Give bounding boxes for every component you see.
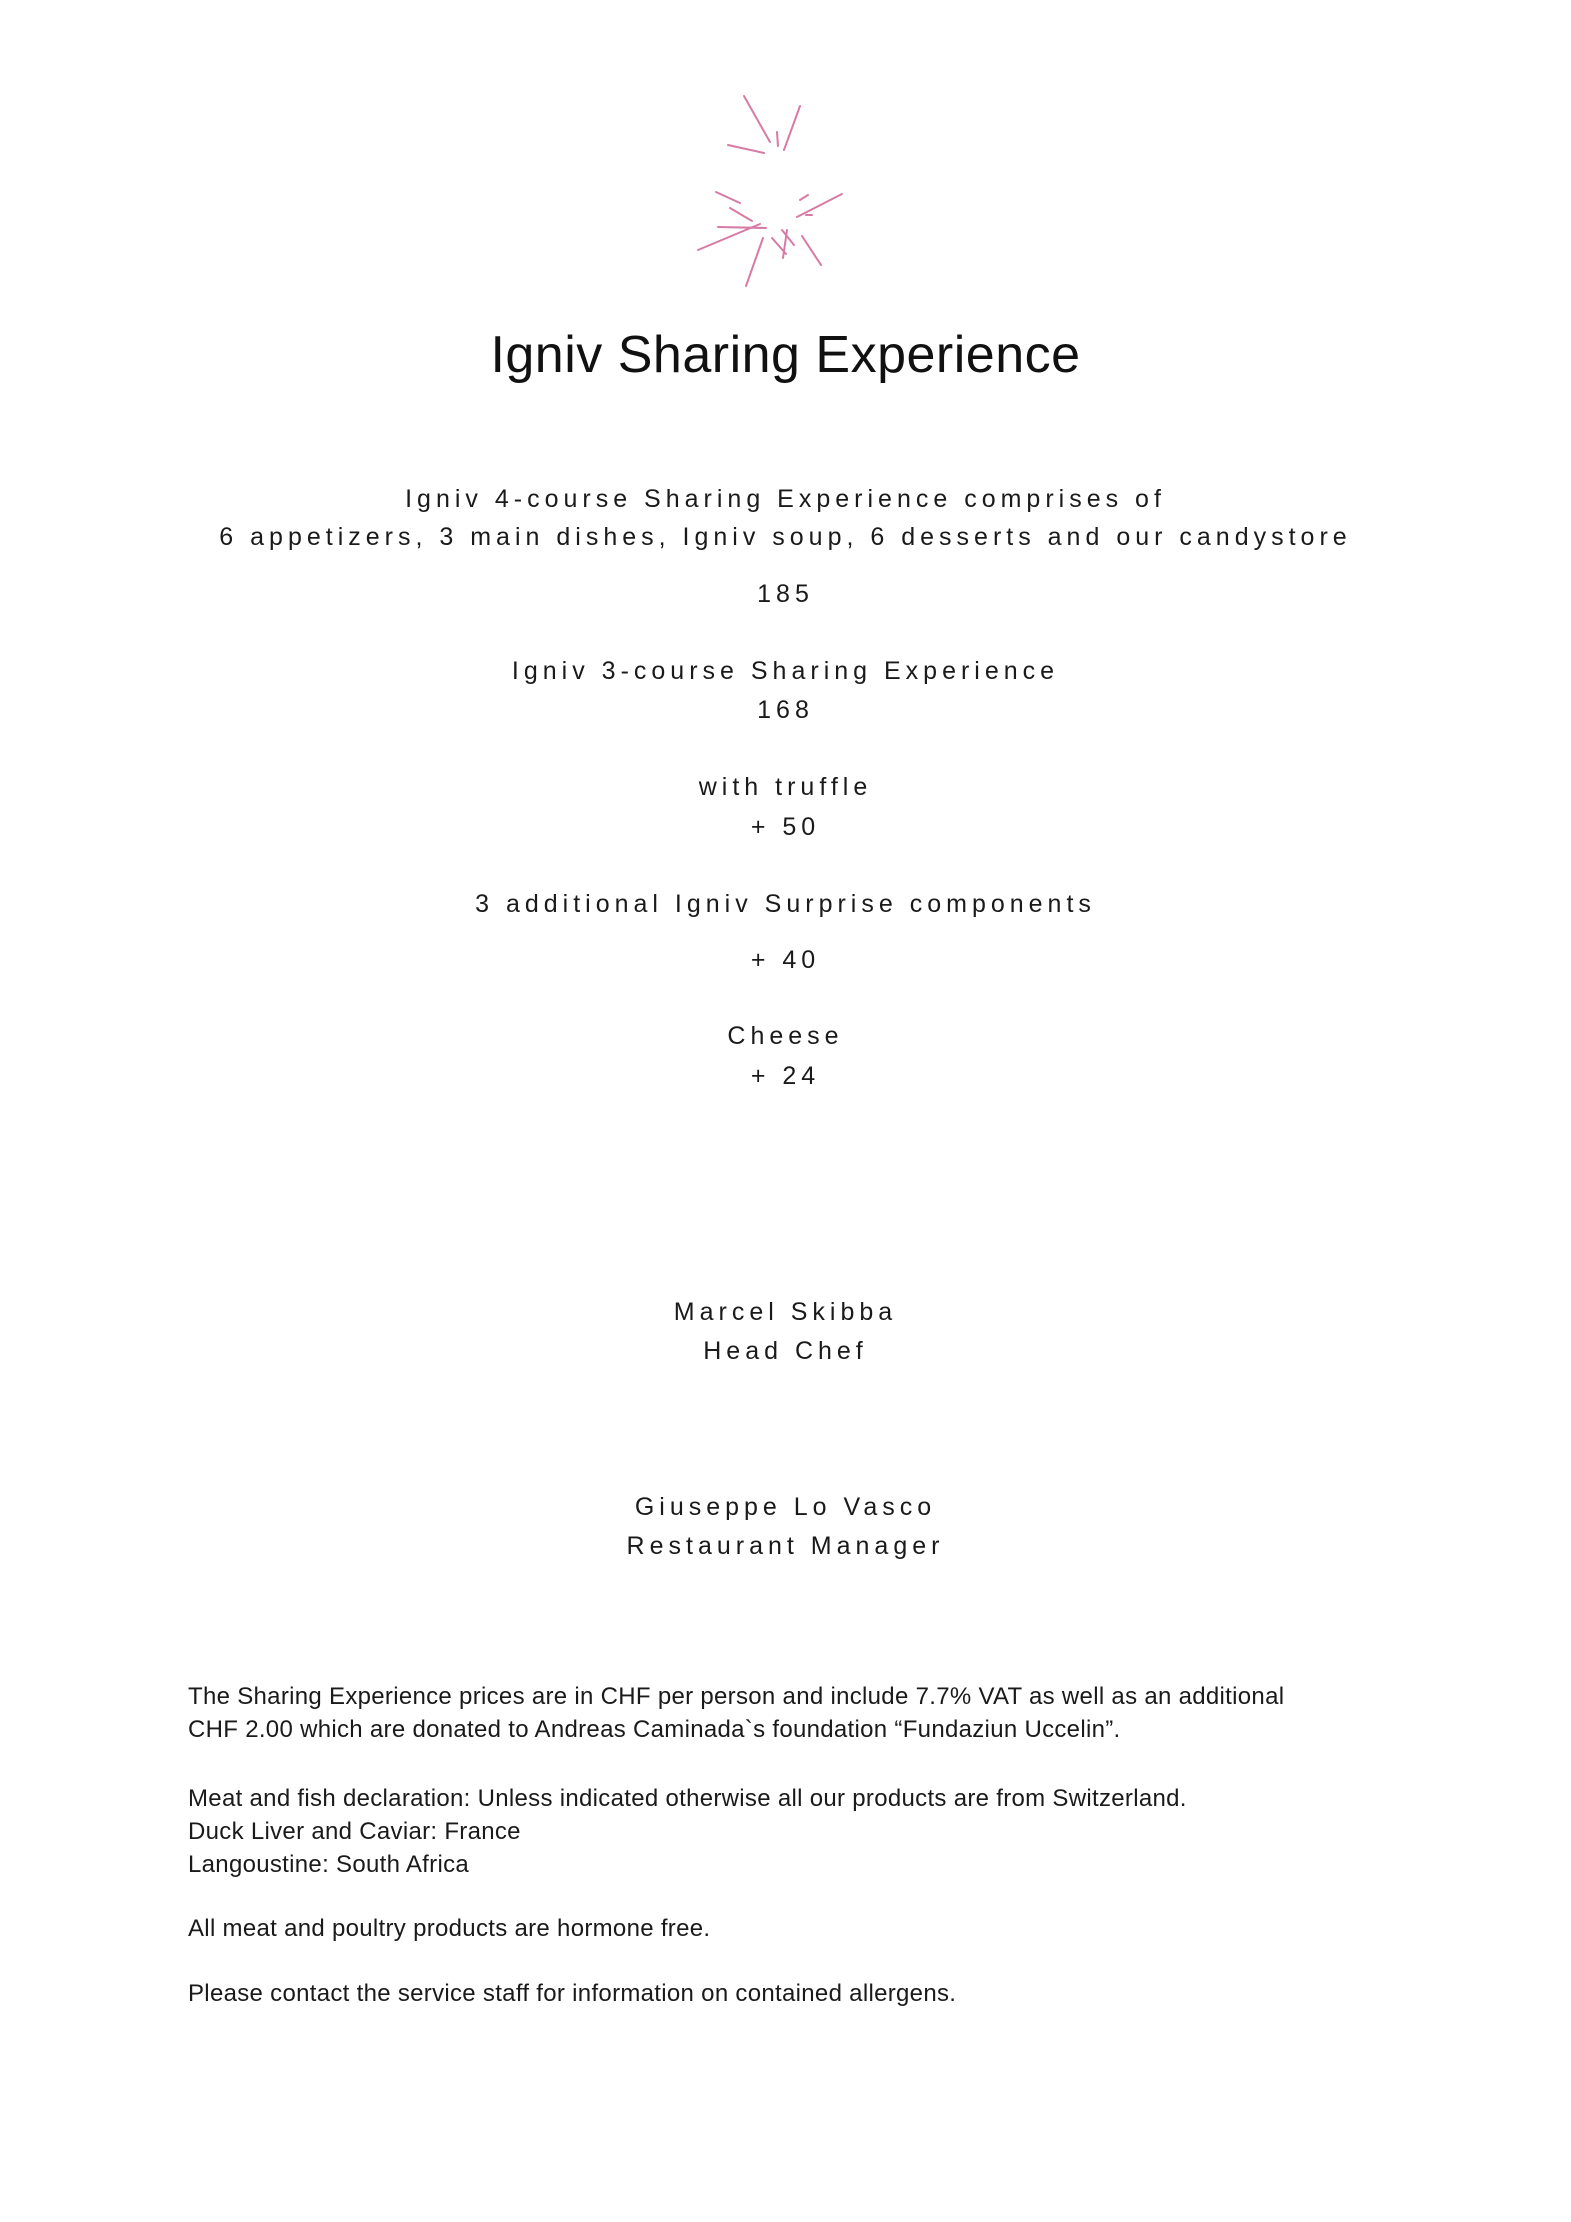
three-course-price: 168 xyxy=(757,696,814,724)
three-course-label: Igniv 3-course Sharing Experience xyxy=(511,657,1060,685)
starburst-logo-icon xyxy=(690,90,910,300)
manager-role: Restaurant Manager xyxy=(626,1532,945,1560)
page-title: Igniv Sharing Experience xyxy=(490,326,1081,384)
origin-declaration xyxy=(188,1782,1388,1881)
vat-notice-line1: The Sharing Experience prices are in CHF per person and include 7.7% VAT as well as an additional xyxy=(188,1683,1285,1710)
head-chef-name: Marcel Skibba xyxy=(673,1298,898,1326)
four-course-description-line2: 6 appetizers, 3 main dishes, Igniv soup, 6 desserts and our candystore xyxy=(219,523,1352,551)
manager-name: Giuseppe Lo Vasco xyxy=(634,1493,937,1521)
hormone-text: All meat and poultry products are hormone free. xyxy=(188,1915,711,1942)
origin-line3: Langoustine: South Africa xyxy=(188,1851,470,1878)
vat-notice xyxy=(188,1680,1388,1746)
surprise-label: 3 additional Igniv Surprise components xyxy=(475,890,1096,918)
allergen-notice xyxy=(188,1977,1388,2010)
allergen-text: Please contact the service staff for information on contained allergens. xyxy=(188,1980,957,2007)
hormone-notice xyxy=(188,1912,1388,1945)
truffle-price: + 50 xyxy=(750,813,821,841)
four-course-description-line1: Igniv 4-course Sharing Experience comprises of xyxy=(405,485,1166,513)
head-chef-role: Head Chef xyxy=(703,1337,868,1365)
origin-line1: Meat and fish declaration: Unless indicated otherwise all our products are from Switzerland. xyxy=(188,1785,1187,1812)
surprise-price: + 40 xyxy=(750,946,821,974)
origin-line2: Duck Liver and Caviar: France xyxy=(188,1818,521,1845)
vat-notice-line2: CHF 2.00 which are donated to Andreas Caminada`s foundation “Fundaziun Uccelin”. xyxy=(188,1716,1121,1743)
cheese-price: + 24 xyxy=(750,1062,821,1090)
truffle-label: with truffle xyxy=(698,773,873,801)
cheese-label: Cheese xyxy=(727,1022,844,1050)
four-course-price: 185 xyxy=(757,580,814,608)
